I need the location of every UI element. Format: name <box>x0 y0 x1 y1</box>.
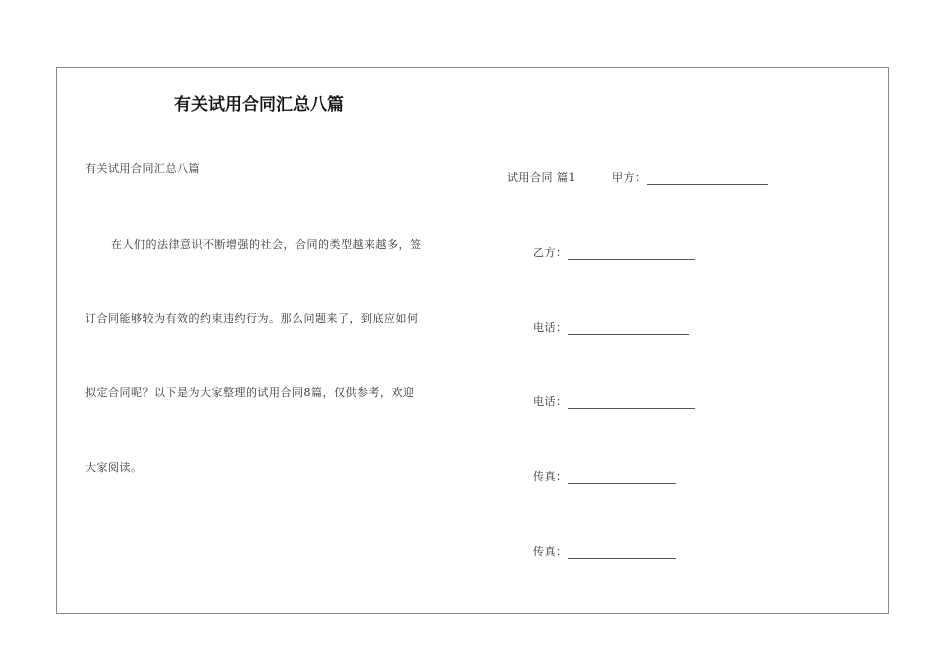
phone-blank-1 <box>568 322 689 335</box>
party-a-blank <box>647 172 768 185</box>
fax-field-2 <box>533 543 676 559</box>
phone-label-1: 电话： <box>533 321 568 334</box>
fax-blank-2 <box>568 546 676 559</box>
body-line-2: 订合同能够较为有效的约束违约行为。那么问题来了，到底应如何 <box>85 312 419 325</box>
party-b-label: 乙方： <box>533 246 568 259</box>
party-b-blank <box>568 247 695 260</box>
fax-label-1: 传真： <box>533 470 568 483</box>
phone-label-2: 电话： <box>533 395 568 408</box>
phone-field-2 <box>533 393 695 409</box>
fax-label-2: 传真： <box>533 545 568 558</box>
body-line-3: 拟定合同呢？以下是为大家整理的试用合同8篇，仅供参考，欢迎 <box>85 386 415 399</box>
phone-field-1 <box>533 319 689 335</box>
body-line-1: 在人们的法律意识不断增强的社会，合同的类型越来越多，签 <box>111 238 422 251</box>
body-line-4: 大家阅读。 <box>85 461 143 474</box>
document-title: 有关试用合同汇总八篇 <box>174 95 344 115</box>
party-b-field <box>533 244 695 260</box>
phone-blank-2 <box>568 396 695 409</box>
party-a-field <box>612 169 768 185</box>
subtitle: 有关试用合同汇总八篇 <box>85 162 200 175</box>
fax-blank-1 <box>568 471 676 484</box>
page-frame <box>56 67 889 614</box>
fax-field-1 <box>533 468 676 484</box>
contract-heading: 试用合同 篇1 <box>507 171 576 184</box>
party-a-label: 甲方： <box>612 171 647 184</box>
